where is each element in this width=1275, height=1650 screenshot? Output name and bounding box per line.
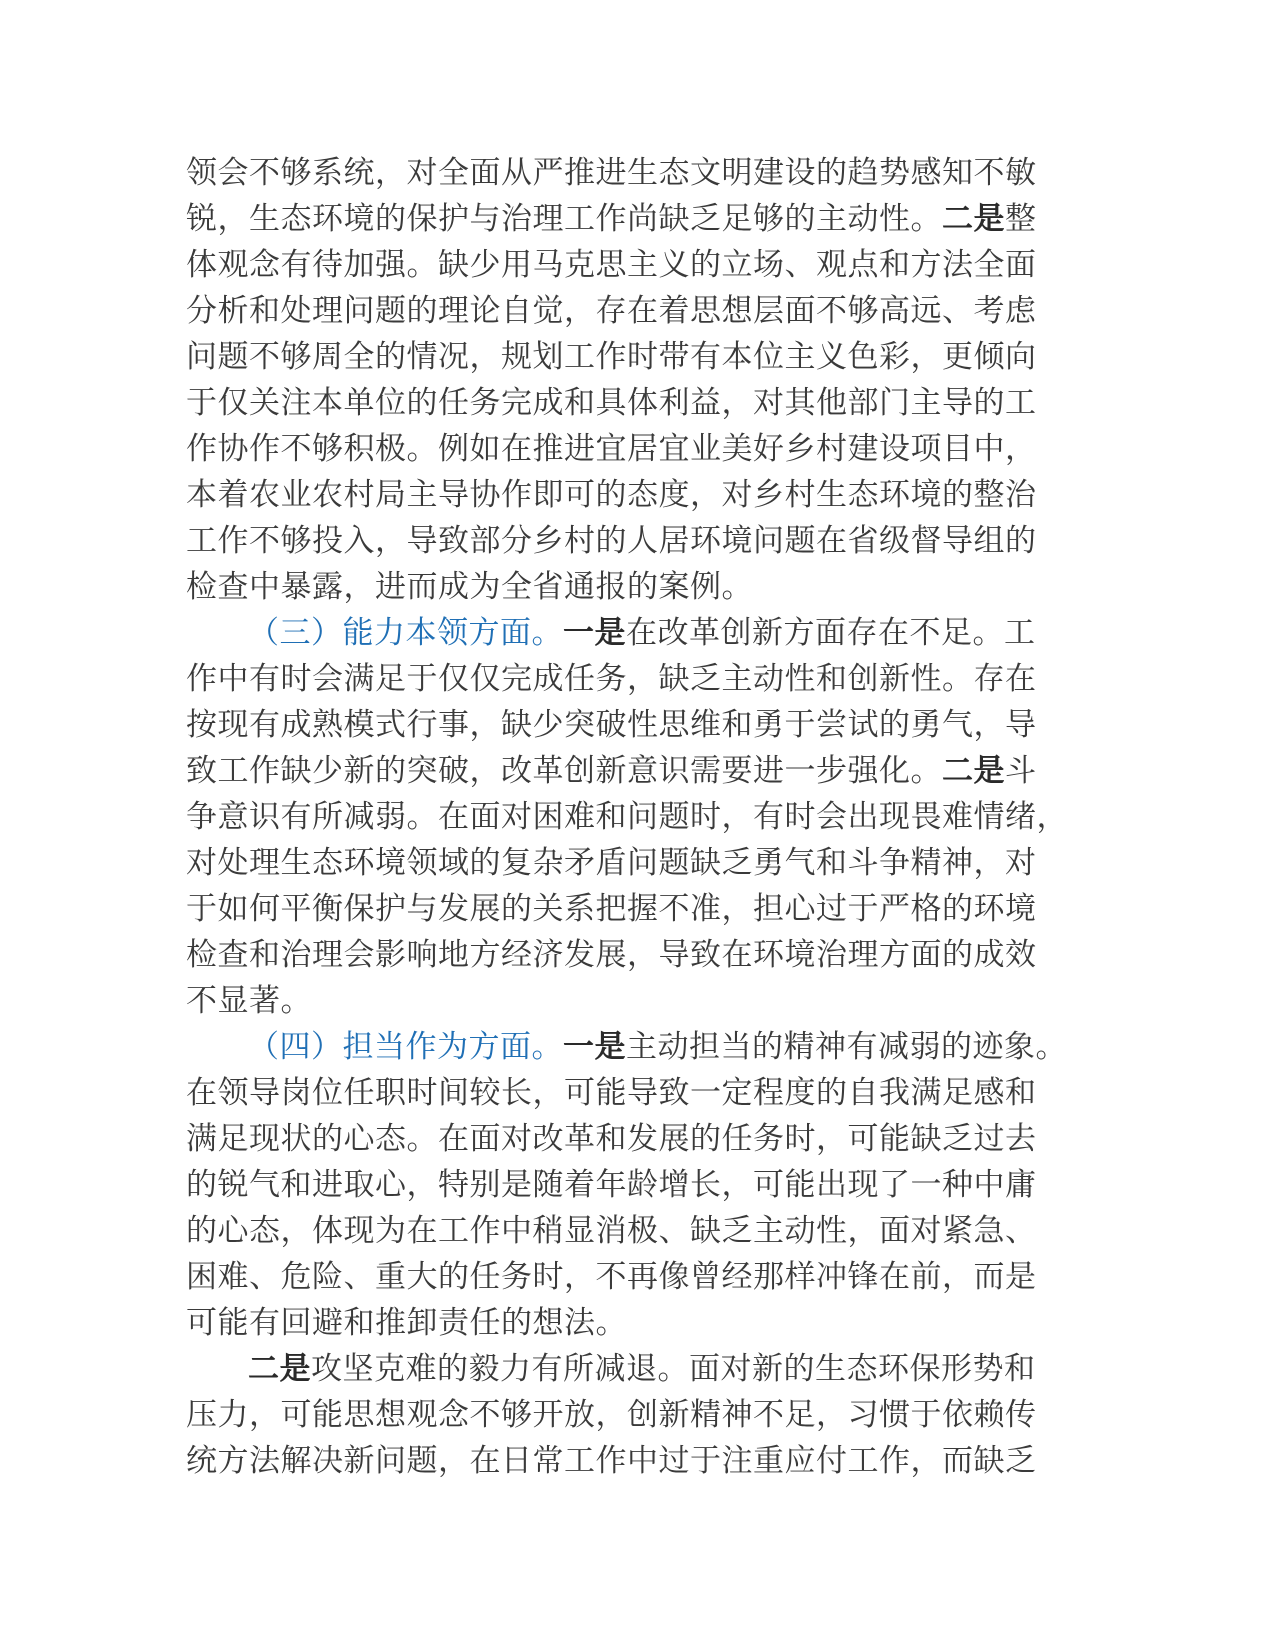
text-run: 斗 [1005, 753, 1037, 789]
text-line: 作中有时会满足于仅仅完成任务，缺乏主动性和创新性。存在 [186, 661, 1037, 697]
text-run: 在改革创新方面存在不足。工 [626, 615, 1036, 651]
text-line: 检查中暴露，进而成为全省通报的案例。 [186, 569, 753, 605]
text-line [186, 748, 1106, 794]
text-line: 可能有回避和推卸责任的想法。 [186, 1305, 627, 1341]
text-line [186, 610, 1106, 656]
text-line [186, 1024, 1106, 1070]
text-run: 致工作缺少新的突破，改革创新意识需要进一步强化。 [186, 753, 942, 789]
bold-marker: 一是 [563, 615, 626, 651]
text-line: 的心态，体现为在工作中稍显消极、缺乏主动性，面对紧急、 [186, 1213, 1037, 1249]
text-line: 于仅关注本单位的任务完成和具体利益，对其他部门主导的工 [186, 385, 1037, 421]
text-line: 统方法解决新问题，在日常工作中过于注重应付工作，而缺乏 [186, 1443, 1037, 1479]
bold-marker: 二是 [942, 753, 1005, 789]
text-line: 工作不够投入，导致部分乡村的人居环境问题在省级督导组的 [186, 523, 1037, 559]
bold-marker: 二是 [942, 201, 1005, 237]
paragraph-3 [186, 1024, 1106, 1346]
paragraph-2 [186, 610, 1106, 1024]
text-line: 分析和处理问题的理论自觉，存在着思想层面不够高远、考虑 [186, 293, 1037, 329]
text-line: 体观念有待加强。缺少用马克思主义的立场、观点和方法全面 [186, 247, 1037, 283]
section-heading: （四）担当作为方面。 [248, 1029, 563, 1065]
paragraph-4 [186, 1346, 1106, 1484]
text-line: 困难、危险、重大的任务时，不再像曾经那样冲锋在前，而是 [186, 1259, 1037, 1295]
text-run: 攻坚克难的毅力有所减退。面对新的生态环保形势和 [311, 1351, 1036, 1387]
text-line: 压力，可能思想观念不够开放，创新精神不足，习惯于依赖传 [186, 1397, 1037, 1433]
text-line: 满足现状的心态。在面对改革和发展的任务时，可能缺乏过去 [186, 1121, 1037, 1157]
text-line: 作协作不够积极。例如在推进宜居宜业美好乡村建设项目中， [186, 431, 1037, 467]
text-line: 争意识有所减弱。在面对困难和问题时，有时会出现畏难情绪， [186, 799, 1068, 835]
text-line: 在领导岗位任职时间较长，可能导致一定程度的自我满足感和 [186, 1075, 1037, 1111]
paragraph-1 [186, 150, 1106, 610]
text-line: 不显著。 [186, 983, 312, 1019]
text-line: 的锐气和进取心，特别是随着年龄增长，可能出现了一种中庸 [186, 1167, 1037, 1203]
text-run: 主动担当的精神有减弱的迹象。 [626, 1029, 1067, 1065]
text-run: 整 [1005, 201, 1037, 237]
text-line: 于如何平衡保护与发展的关系把握不准，担心过于严格的环境 [186, 891, 1037, 927]
text-line: 检查和治理会影响地方经济发展，导致在环境治理方面的成效 [186, 937, 1037, 973]
document-body [186, 150, 1106, 1484]
text-line: 对处理生态环境领域的复杂矛盾问题缺乏勇气和斗争精神，对 [186, 845, 1037, 881]
text-line: 领会不够系统，对全面从严推进生态文明建设的趋势感知不敏 [186, 155, 1037, 191]
section-heading: （三）能力本领方面。 [248, 615, 563, 651]
text-line [186, 196, 1106, 242]
bold-marker: 一是 [563, 1029, 626, 1065]
text-line: 按现有成熟模式行事，缺少突破性思维和勇于尝试的勇气，导 [186, 707, 1037, 743]
text-run: 锐，生态环境的保护与治理工作尚缺乏足够的主动性。 [186, 201, 942, 237]
text-line: 问题不够周全的情况，规划工作时带有本位主义色彩，更倾向 [186, 339, 1037, 375]
bold-marker: 二是 [248, 1351, 311, 1387]
text-line: 本着农业农村局主导协作即可的态度，对乡村生态环境的整治 [186, 477, 1037, 513]
text-line [186, 1346, 1106, 1392]
